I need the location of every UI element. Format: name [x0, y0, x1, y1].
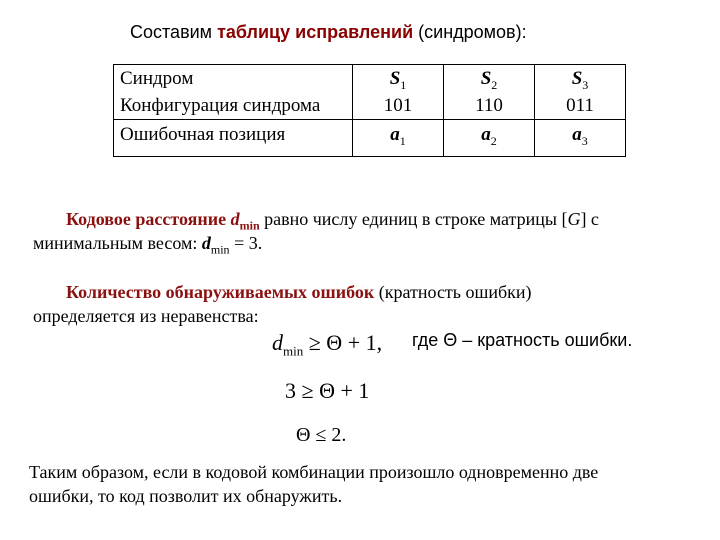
paragraph-code-distance-line2: минимальным весом: $d_{min} = 3$.	[33, 233, 263, 257]
heading-after: (синдромов):	[413, 22, 527, 42]
syndrome-sub: 1	[400, 77, 407, 92]
label-error-position: Ошибочная позиция	[114, 120, 353, 157]
table-row	[114, 65, 626, 120]
formula-note: где Θ – кратность ошибки.	[412, 330, 633, 350]
formula-result: Θ ≤ 2.	[296, 424, 347, 446]
code-distance-highlight: Кодовое расстояние	[66, 209, 227, 229]
syndrome-cell-2	[444, 65, 535, 120]
error-position-2: $a_2$	[444, 120, 535, 157]
errors-highlight: Количество обнаруживаемых ошибок	[66, 282, 375, 302]
error-position-1: $a_1$	[353, 120, 444, 157]
heading-highlight: таблицу исправлений	[217, 22, 414, 42]
syndrome-config: 101	[383, 95, 413, 116]
syndrome-cell-3	[535, 65, 626, 120]
heading-before: Составим	[130, 22, 218, 42]
syndrome-cell-1	[353, 65, 444, 120]
syndrome-name: S	[571, 68, 583, 89]
error-position-3: $a_3$	[535, 120, 626, 157]
label-syndrome: Синдром	[120, 68, 194, 89]
formula-substitution: 3 ≥ Θ + 1	[285, 378, 370, 403]
syndrome-table	[113, 64, 626, 157]
syndrome-sub: 3	[582, 77, 589, 92]
label-config: Конфигурация синдрома	[120, 95, 321, 116]
syndrome-config: 110	[475, 95, 503, 116]
syndrome-name: S	[480, 68, 492, 89]
syndrome-name: S	[389, 68, 401, 89]
label-cell	[114, 65, 353, 120]
paragraph-errors-line1: Количество обнаруживаемых ошибок (кратность ошибки)	[66, 282, 532, 302]
table-row	[114, 120, 626, 157]
paragraph-errors-line2: определяется из неравенства:	[33, 306, 259, 326]
conclusion-line2: ошибки, то код позволит их обнаружить.	[29, 486, 343, 506]
conclusion-line1: Таким образом, если в кодовой комбинации произошло одновременно две	[29, 462, 599, 482]
formula-inequality: $d_{min} \ge \Theta + 1$,	[272, 330, 383, 359]
paragraph-code-distance-line1: Кодовое расстояние $d_{min}$ равно числу единиц в строке матрицы [G] с	[66, 209, 599, 233]
syndrome-sub: 2	[491, 77, 498, 92]
page-heading	[130, 22, 527, 43]
syndrome-config: 011	[566, 95, 594, 116]
